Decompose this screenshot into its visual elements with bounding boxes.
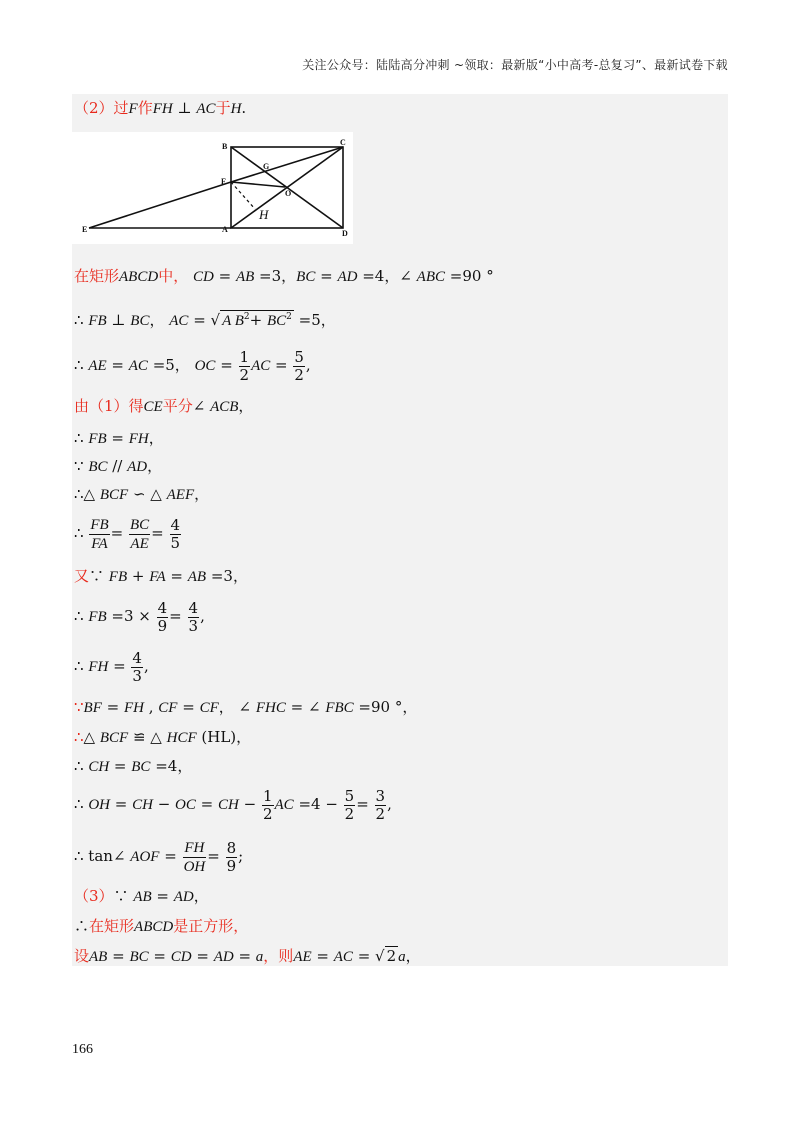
rectangle-diagram <box>72 132 353 244</box>
line-congruent-conditions: ∵BF = FH , CF = CF， ∠ FHC = ∠ FBC =90 °， <box>74 698 418 716</box>
part3-heading: （3）∵ AB = AD， <box>74 887 209 905</box>
part2-heading: （2）过F作FH ⊥ AC于H. <box>74 99 247 117</box>
line-fb-plus-fa: 又∵ FB + FA = AB =3， <box>74 567 248 585</box>
label-b: B <box>222 142 228 151</box>
line-tan-aof: ∴ tan∠ AOF = $\frac{FH}{OH}$ = $\frac{8}{9}$ ; <box>74 838 244 875</box>
label-h: H <box>259 207 269 222</box>
line-oh-value: ∴ OH = CH − OC = CH − $\frac{1}{2}$ AC =4 − $\frac{5}{2}$ = $\frac{3}{2}$ , <box>74 786 392 823</box>
line-square: ∴在矩形ABCD是正方形， <box>74 917 249 935</box>
line-fc <box>231 147 343 182</box>
line-fh-value: ∴ FH = $\frac{4}{3}$ , <box>74 648 149 685</box>
line-rectangle-facts: 在矩形ABCD中， CD = AB =3，BC = AD =4，∠ ABC =90 ° <box>74 267 494 285</box>
line-congruent-triangles: ∴△ BCF ≌ △ HCF (HL)， <box>74 728 252 746</box>
line-set-a: 设AB = BC = CD = AD = a，则AE = AC = √ 2 a， <box>74 947 421 965</box>
line-similar-triangles: ∴△ BCF ∽ △ AEF， <box>74 485 210 503</box>
label-o: O <box>285 189 292 198</box>
line-fo <box>231 182 285 187</box>
geometry-figure <box>72 132 353 244</box>
line-ef <box>89 182 231 228</box>
page-number: 166 <box>72 1042 93 1057</box>
line-fh-dashed <box>231 182 255 209</box>
page-header: 关注公众号：陆陆高分冲刺 ~领取：最新版“小中高考-总复习”、最新试卷下载 <box>302 58 728 72</box>
label-c: C <box>340 138 346 147</box>
line-fb-value: ∴ FB =3 × $\frac{4}{9}$ = $\frac{4}{3}$ , <box>74 598 205 635</box>
line-ac-length: ∴ FB ⊥ BC， AC = √ A $B^2+ BC^2 =5$， <box>74 311 336 329</box>
label-e: E <box>82 225 88 234</box>
line-oc-length: ∴ AE = AC =5， OC = $\frac{1}{2}$ AC = $\frac{5}{2}$ , <box>74 347 311 384</box>
line-ratio: ∴ $\frac{FB}{FA}$ = $\frac{BC}{AE}$ = $\frac{4}{5}$ <box>74 515 181 552</box>
line-ch-value: ∴ CH = BC =4， <box>74 757 193 775</box>
label-f: F <box>221 177 226 186</box>
line-ce-bisector: 由（1）得CE平分∠ ACB， <box>74 397 254 415</box>
line-bc-parallel-ad: ∵ BC // AD， <box>74 457 163 475</box>
label-g: G <box>263 162 270 171</box>
label-a: A <box>222 225 228 234</box>
line-fb-eq-fh: ∴ FB = FH， <box>74 429 164 447</box>
label-d: D <box>342 229 348 238</box>
